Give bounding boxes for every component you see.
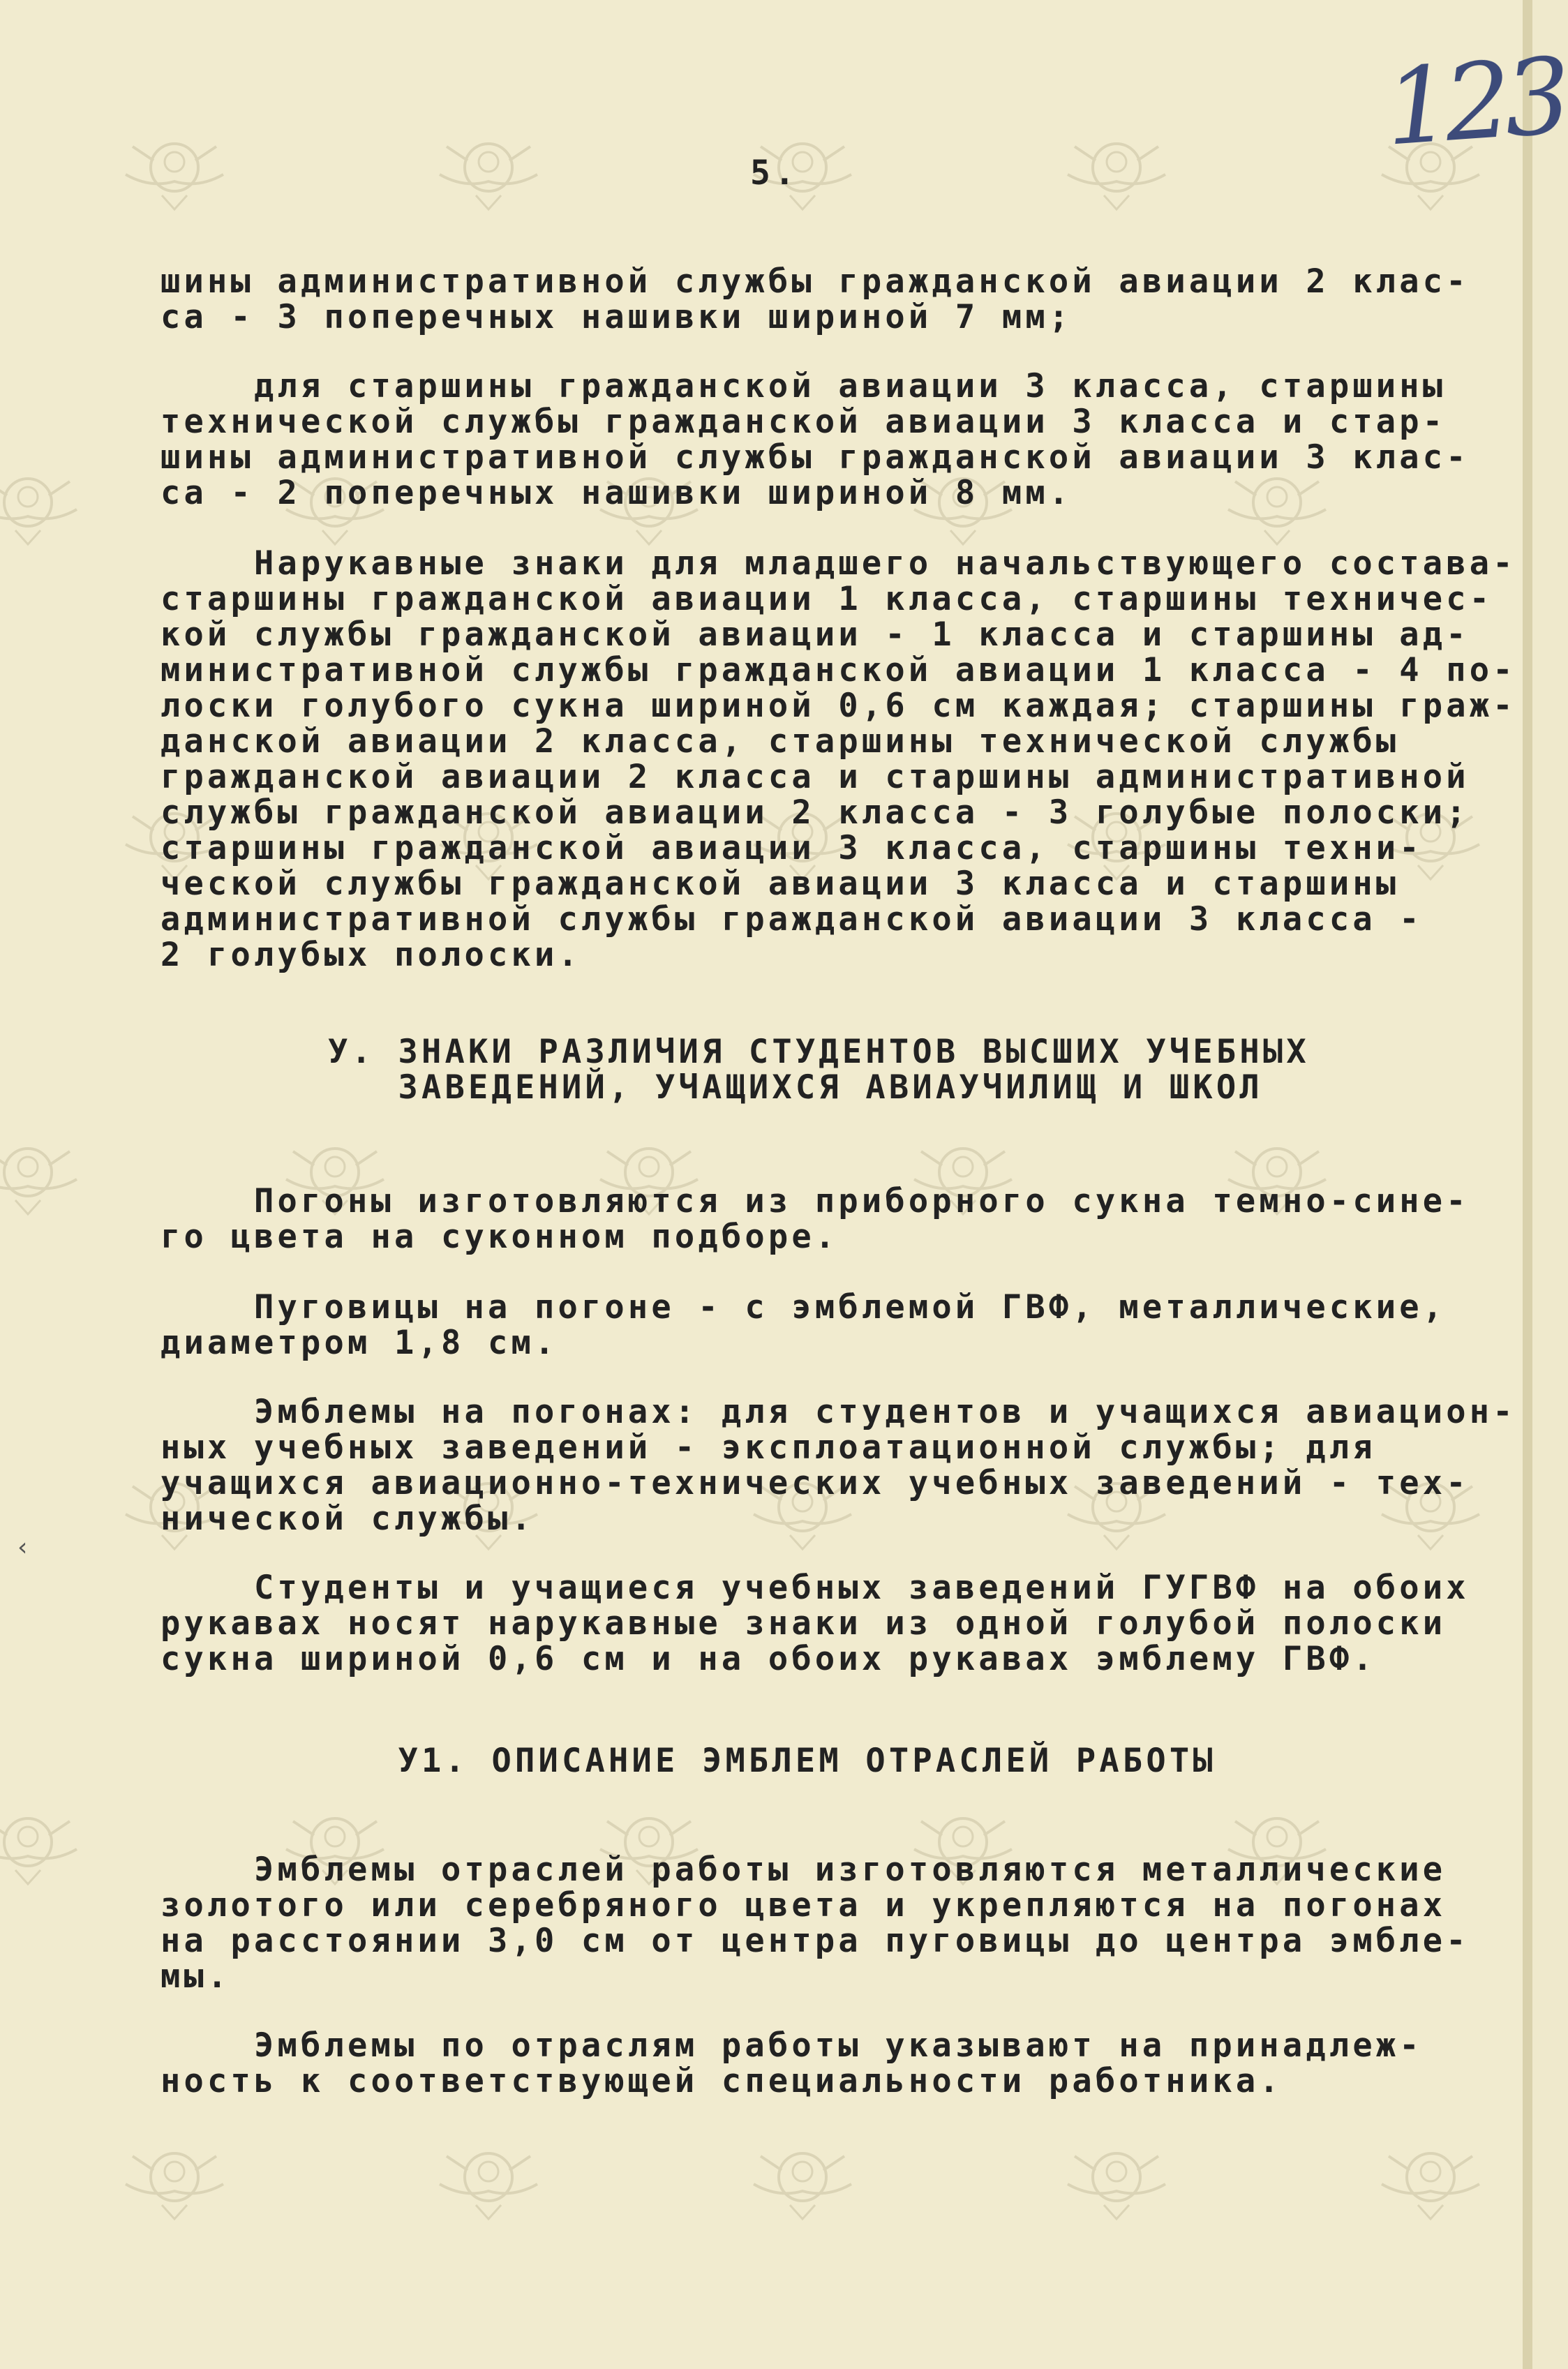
paragraph-3 [160,544,1516,974]
text-line: для старшины гражданской авиации 3 класса, старшины [160,367,1447,405]
paragraph-2 [160,368,1500,511]
text-line: ность к соответствующей специальности работника. [160,2062,1283,2100]
heading-line: У1. ОПИСАНИЕ ЭМБЛЕМ ОТРАСЛЕЙ РАБОТЫ [328,1742,1216,1780]
text-line: са - 2 поперечных нашивки шириной 8 мм. [160,474,1073,512]
text-line: Погоны изготовляются из приборного сукна темно-сине- [160,1182,1470,1220]
text-line: данской авиации 2 класса, старшины технической службы [160,722,1400,761]
section5-paragraph-4 [160,1570,1500,1677]
text-line: шины административной службы гражданской авиации 2 клас- [160,262,1470,301]
text-line: ных учебных заведений - эксплоатационной службы; для [160,1428,1376,1467]
section5-paragraph-2 [160,1290,1500,1361]
text-line: службы гражданской авиации 2 класса - 3 голубые полоски; [160,793,1470,832]
text-line: сукна шириной 0,6 см и на обоих рукавах эмблему ГВФ. [160,1640,1376,1678]
text-line: ческой службы гражданской авиации 3 класса и старшины [160,865,1400,903]
text-line: гражданской авиации 2 класса и старшины административной [160,758,1470,796]
text-line: административной службы гражданской авиации 3 класса - [160,900,1423,939]
page-edge-shadow [1523,0,1532,2369]
folio-number: 123 [1381,36,1568,170]
heading-line: ЗАВЕДЕНИЙ, УЧАЩИХСЯ АВИАУЧИЛИЩ И ШКОЛ [328,1068,1263,1107]
text-line: старшины гражданской авиации 1 класса, старшины техничес- [160,580,1493,618]
text-line: Нарукавные знаки для младшего начальствующего состава- [160,544,1516,583]
text-line: 2 голубых полоски. [160,936,581,974]
text-line: кой службы гражданской авиации - 1 класса и старшины ад- [160,615,1470,654]
text-line: старшины гражданской авиации 3 класса, старшины техни- [160,829,1423,867]
page-number: 5. [750,154,799,193]
section-heading-5 [328,1034,1444,1105]
text-line: лоски голубого сукна шириной 0,6 см каждая; старшины граж- [160,687,1516,725]
section5-paragraph-3 [160,1393,1516,1538]
heading-line: У. ЗНАКИ РАЗЛИЧИЯ СТУДЕНТОВ ВЫСШИХ УЧЕБНЫХ [328,1033,1310,1071]
text-line: Пуговицы на погоне - с эмблемой ГВФ, металлические, [160,1288,1447,1327]
text-line: мы. [160,1957,231,1996]
section6-paragraph-1 [160,1852,1500,1994]
text-line: Студенты и учащиеся учебных заведений ГУГВФ на обоих [160,1569,1470,1607]
paragraph-1 [160,264,1500,335]
text-line: учащихся авиационно-технических учебных заведений - тех- [160,1464,1470,1502]
text-line: Эмблемы на погонах: для студентов и учащихся авиацион- [160,1393,1516,1431]
text-line: са - 3 поперечных нашивки шириной 7 мм; [160,298,1073,336]
text-line: Эмблемы отраслей работы изготовляются металлические [160,1851,1447,1889]
section5-paragraph-1 [160,1183,1500,1255]
text-line: золотого или серебряного цвета и укрепляются на погонах [160,1886,1447,1925]
text-line: технической службы гражданской авиации 3 класса и стар- [160,403,1447,441]
text-line: Эмблемы по отраслям работы указывают на принадлеж- [160,2026,1423,2065]
margin-mark: ‹ [17,1533,28,1562]
text-line: на расстоянии 3,0 см от центра пуговицы до центра эмбле- [160,1922,1470,1960]
text-line: рукавах носят нарукавные знаки из одной голубой полоски [160,1604,1447,1643]
text-line: нической службы. [160,1500,535,1538]
text-line: го цвета на суконном подборе. [160,1218,839,1256]
text-line: шины административной службы гражданской авиации 3 клас- [160,438,1470,477]
text-line: министративной службы гражданской авиации 1 класса - 4 по- [160,651,1516,689]
text-line: диаметром 1,8 см. [160,1324,558,1362]
section-heading-6 [328,1743,1444,1779]
section6-paragraph-2 [160,2028,1500,2099]
